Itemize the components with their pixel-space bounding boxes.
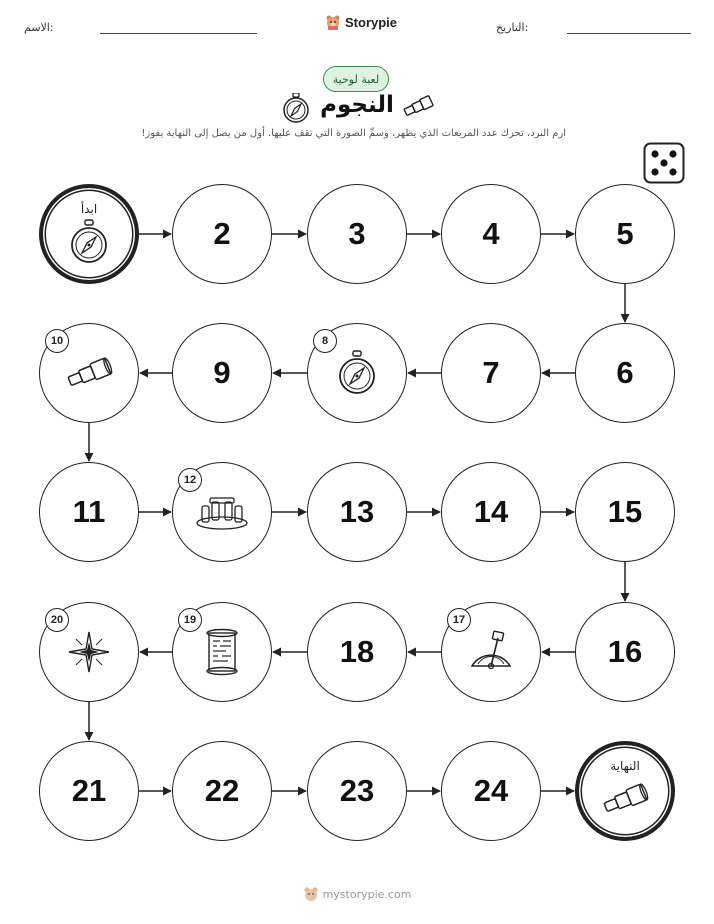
cell-number: 24 [473, 773, 509, 808]
cell-number: 4 [482, 216, 500, 251]
cell-number: 5 [616, 216, 634, 251]
board-cell-22 [172, 741, 272, 841]
cell-number: 7 [482, 355, 500, 390]
board-cell-14 [441, 462, 541, 562]
telescope-icon [64, 356, 114, 390]
cell-number: 3 [348, 216, 366, 251]
compass-icon [69, 219, 109, 265]
footer-bear-icon [303, 886, 319, 902]
cell-number: 15 [607, 494, 643, 529]
cell-number: 21 [71, 773, 107, 808]
board-cell-end [575, 741, 675, 841]
cell-number: 11 [72, 494, 106, 529]
board-cell-19 [172, 602, 272, 702]
cell-number: 2 [213, 216, 231, 251]
cell-number: 23 [339, 773, 375, 808]
board-cell-9 [172, 323, 272, 423]
board-cell-7 [441, 323, 541, 423]
board-cell-13 [307, 462, 407, 562]
date-label: التاريخ: [496, 21, 529, 34]
board-cell-6 [575, 323, 675, 423]
star-chart-scroll-icon [202, 627, 242, 677]
board-cell-20 [39, 602, 139, 702]
board-cell-2 [172, 184, 272, 284]
compass-icon [337, 350, 377, 396]
board-cell-10 [39, 323, 139, 423]
board-cell-18 [307, 602, 407, 702]
footer [0, 886, 714, 902]
board-cell-4 [441, 184, 541, 284]
name-label: الاسم: [24, 21, 54, 34]
page-title: النجوم [320, 92, 394, 118]
board-cell-17 [441, 602, 541, 702]
cell-number: 18 [339, 634, 375, 669]
cell-number: 16 [607, 634, 643, 669]
board-cell-15 [575, 462, 675, 562]
end-label: النهاية [610, 759, 640, 773]
cell-number-tag: 20 [45, 608, 69, 632]
board-cell-start [39, 184, 139, 284]
cell-number: 14 [473, 494, 509, 529]
footer-site: mystorypie.com [322, 887, 412, 901]
board-cell-5 [575, 184, 675, 284]
stonehenge-icon [194, 492, 250, 532]
cell-number: 22 [204, 773, 240, 808]
cell-number-tag: 10 [45, 329, 69, 353]
telescope-icon [600, 782, 650, 816]
board-cell-23 [307, 741, 407, 841]
board-cell-3 [307, 184, 407, 284]
board-cell-8 [307, 323, 407, 423]
cell-number-tag: 8 [313, 329, 337, 353]
sextant-icon [468, 630, 514, 674]
cell-number-tag: 17 [447, 608, 471, 632]
game-type-badge: لعبة لوحية [323, 66, 389, 92]
brand-name: Storypie [345, 14, 398, 30]
cell-number-tag: 19 [178, 608, 202, 632]
start-label: ابدأ [80, 202, 98, 216]
board-cell-12 [172, 462, 272, 562]
cell-number: 6 [616, 355, 634, 390]
board-cell-24 [441, 741, 541, 841]
cell-number: 13 [339, 494, 375, 529]
board-cell-21 [39, 741, 139, 841]
board-cell-11 [39, 462, 139, 562]
board-cell-16 [575, 602, 675, 702]
cell-number-tag: 12 [178, 468, 202, 492]
north-star-icon [67, 630, 111, 674]
cell-number: 9 [213, 355, 231, 390]
instructions: ارم النرد، تحرك عدد المربعات الذي يظهر، وسمِّ الصورة التي تقف عليها. أول من يصل إلى النهاية يفوز! [141, 128, 566, 139]
